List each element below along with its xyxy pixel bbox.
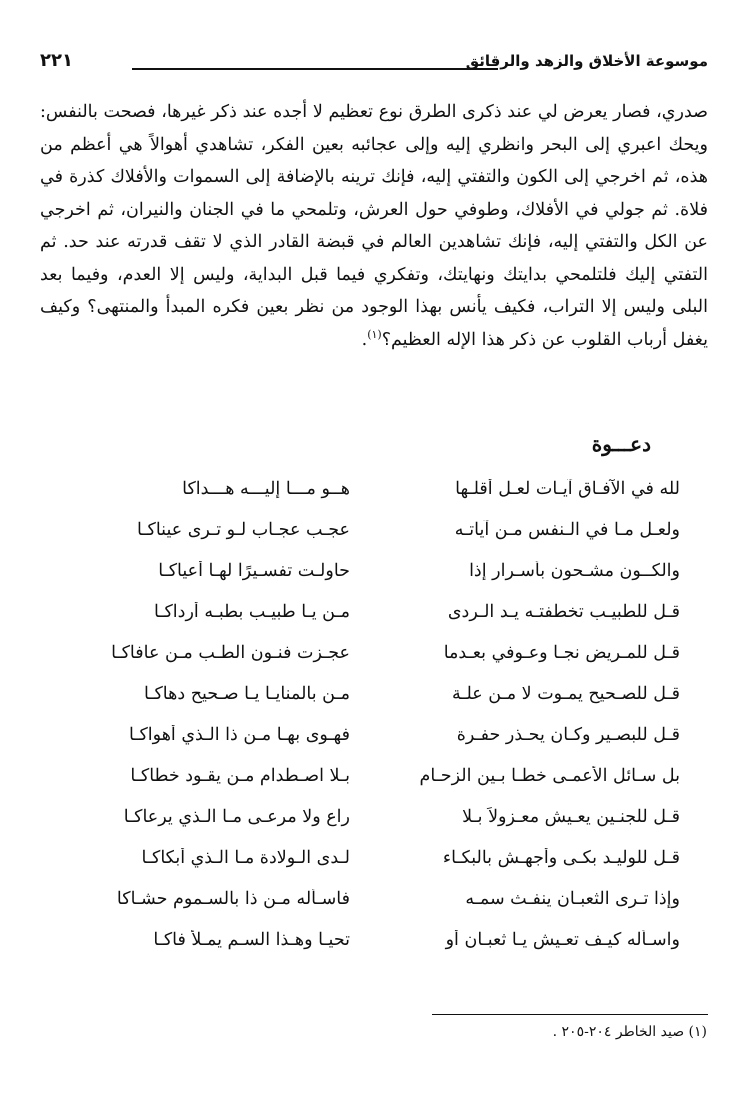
poem-verse (60, 550, 680, 591)
verse-first-hemistich: بل سـائل الأعمـى خطـا بـين الزحـام (419, 765, 680, 786)
verse-first-hemistich: قـل للجنـين يعـيش معـزولاً بـلا (462, 806, 680, 827)
verse-first-hemistich: قـل للمـريض نجـا وعـوفي بعـدما (443, 642, 680, 663)
poem-verse (60, 591, 680, 632)
verse-first-hemistich: واسـأله كيـف تعـيش يـا ثعبـان أو (445, 929, 680, 950)
verse-first-hemistich: ولعـل مـا في الـنفس مـن آياتـه (454, 519, 680, 540)
footnote-reference: (١) (367, 327, 382, 341)
prose-paragraph (40, 96, 708, 356)
page-header (40, 48, 708, 84)
poem-verse (60, 673, 680, 714)
footnote: (١) صيد الخاطر ٢٠٤-٢٠٥ . (552, 1024, 707, 1040)
verse-first-hemistich: قـل للطبيـب تخطفتـه يـد الـردى (447, 601, 680, 622)
verse-second-hemistich: عجـب عجـاب لـو تـرى عيناكـا (137, 519, 350, 540)
prose-end: . (361, 329, 368, 350)
verse-second-hemistich: راع ولا مرعـى مـا الـذي يرعاكـا (123, 806, 350, 827)
poem-verse (60, 509, 680, 550)
verse-second-hemistich: حاولـت تفسـيرًا لهـا أعياكـا (158, 560, 350, 581)
verse-second-hemistich: فاسـأله مـن ذا بالسـموم حشـاكا (116, 888, 350, 909)
poem-verse (60, 755, 680, 796)
book-title: موسوعة الأخلاق والزهد والرقائق (465, 52, 708, 70)
footnote-rule (432, 1014, 708, 1015)
poem-verse (60, 796, 680, 837)
verse-first-hemistich: قـل للبصـير وكـان يحـذر حفـرة (456, 724, 680, 745)
section-title: دعـــوة (591, 432, 651, 456)
verse-first-hemistich: قـل للصـحيح يمـوت لا مـن علـة (451, 683, 680, 704)
verse-first-hemistich: لله في الآفـاق آيـات لعـل أقلـها (455, 478, 680, 499)
verse-second-hemistich: لـدى الـولادة مـا الـذي أبكاكـا (141, 847, 350, 868)
verse-first-hemistich: والكــون مشـحون بأسـرار إذا (469, 560, 680, 581)
verse-first-hemistich: وإذا تـرى الثعبـان ينفـث سمـه (465, 888, 680, 909)
page-number: ٢٢١ (40, 50, 73, 71)
verse-second-hemistich: هــو مـــا إليـــه هـــداكا (182, 478, 350, 499)
poem-verse (60, 837, 680, 878)
verse-second-hemistich: مـن يـا طبيـب بطبـه أرداكـا (154, 601, 350, 622)
verse-second-hemistich: تحيـا وهـذا السـم يمـلأ فاكـا (153, 929, 350, 950)
verse-first-hemistich: قـل للوليـد بكـى وأجهـش بالبكـاء (442, 847, 680, 868)
header-rule (132, 68, 498, 70)
poem-verse (60, 878, 680, 919)
poem-verse (60, 468, 680, 509)
poem-verse (60, 632, 680, 673)
poem (60, 468, 680, 960)
prose-text: صدري، فصار يعرض لي عند ذكرى الطرق نوع تعظيم لا أجده عند ذكر غيرها، فصحت بالنفس: ويحك اعبري إلى البحر وانظري إليه وإلى عجائبه بعين الفكر، تشاهدي أهوالاً هي أعظم من هذه، ثم اخرجي إلى الكون والتفتي إليه، فإنك ترينه بالإضافة إلى السموات والأفلاك كذرة في فلاة. ثم جولي في الأفلاك، وطوفي حول العرش، وتلمحي ما في الجنان والنيران، ثم اخرجي عن الكل والتفتي إليه، فإنك تشاهدين العالم في قبضة القادر الذي لا تقف قدرته عند حد. ثم التفتي إليك فلتلمحي بدايتك ونهايتك، وتفكري فيما قبل البداية، وليس إلا العدم، وفيما بعد البلى وليس إلا التراب، فكيف يأنس بهذا الوجود من نظر بعين فكره المبدأ والمنتهى؟ وكيف يغفل أرباب القلوب عن ذكر هذا الإله العظيم؟ (40, 102, 708, 350)
verse-second-hemistich: عجـزت فنـون الطـب مـن عافاكـا (111, 642, 350, 663)
poem-verse (60, 919, 680, 960)
verse-second-hemistich: بـلا اصـطدام مـن يقـود خطاكـا (130, 765, 350, 786)
verse-second-hemistich: مـن بالمنايـا يـا صـحيح دهاكـا (143, 683, 350, 704)
verse-second-hemistich: فهـوى بهـا مـن ذا الـذي أهواكـا (129, 724, 350, 745)
poem-verse (60, 714, 680, 755)
prose-block (40, 96, 708, 356)
